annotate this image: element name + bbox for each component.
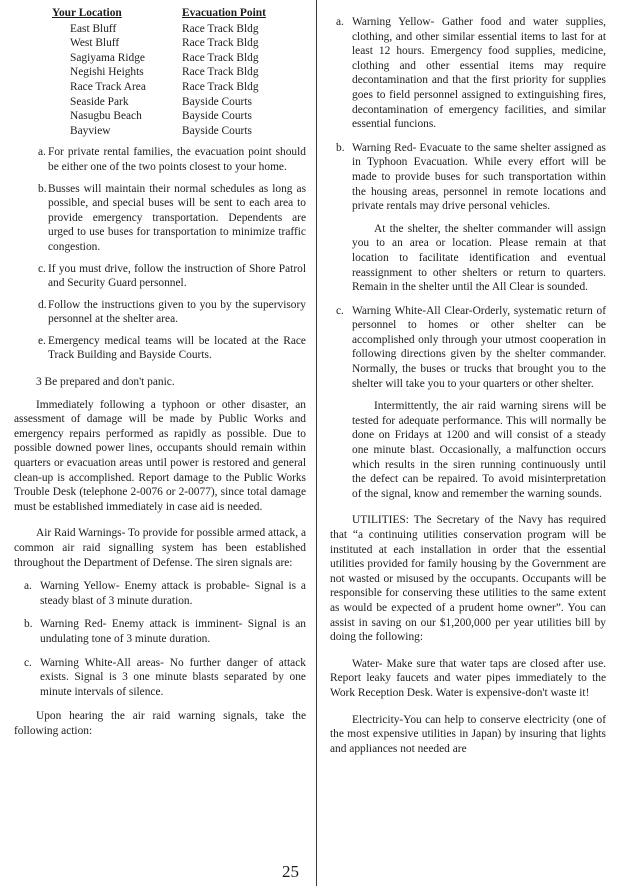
point-3: 3 Be prepared and don't panic.: [36, 376, 175, 389]
list-item: [14, 334, 306, 363]
table-row: [52, 36, 302, 51]
table-row: [52, 22, 302, 37]
evacuation-table-body: [52, 22, 302, 139]
upon-hearing-paragraph: Upon hearing the air raid warning signals, take the following action:: [14, 710, 306, 737]
page-number: 25: [282, 862, 299, 881]
list-item: [330, 141, 606, 214]
list-marker: c.: [336, 304, 344, 317]
siren-signal-list: [14, 579, 306, 699]
list-text: Warning White-All Clear-Orderly, systematic return of personnel to homes or other shelter can be accomplished only through your utmost cooperation in following directions given by the shelter commander. Normally, the buses or trucks that brought you to the shelter will take you to your quarters or other shelter.: [352, 304, 606, 390]
utilities-paragraph: UTILITIES: The Secretary of the Navy has required that “a continuing utilities conservation program will be instituted at each installation in order that the essential utilities provided for family housing by the Government are not wasted or misused by the occupants. Occupants will be responsible for conserving these utilities to the same extent as would be expected of a prudent home owner”. You can assist in saving on our $1,200,000 per year utilities bill by doing the following:: [330, 514, 606, 644]
damage-paragraph: Immediately following a typhoon or other disaster, an assessment of damage will be made by Public Works and emergency repairs performed as rapidly as possible. Due to possible downed power lines, occupants should remain within quarters or evacuation areas until power is restored and general clean-up is accomplished. Report damage to the Public Works Trouble Desk (telephone 2-0076 or 2-0077), since total damage must be established immediately in case aid is needed.: [14, 398, 306, 513]
list-text: Busses will maintain their normal schedules as long as possible, and special buses will be sent to each area to provide emergency transportation. Dependents are urged to use buses for transportation to minimize traffic congestion.: [48, 182, 306, 253]
evacuation-point-cell: Race Track Bldg: [182, 80, 259, 93]
header-evacuation-point: Evacuation Point: [182, 7, 266, 19]
list-marker: b.: [24, 618, 33, 631]
evacuation-point-cell: Race Track Bldg: [182, 51, 259, 64]
electricity-paragraph: Electricity-You can help to conserve electricity (one of the most expensive utilities in Japan) by insuring that lights and appliances not needed are: [330, 713, 606, 755]
evacuation-instructions-list: [14, 145, 306, 363]
list-marker: b.: [336, 141, 345, 154]
list-marker: d.: [38, 298, 47, 311]
location-cell: Negishi Heights: [70, 66, 144, 79]
list-marker: e.: [38, 334, 46, 347]
list-marker: a.: [336, 16, 344, 28]
table-row: [52, 95, 302, 110]
list-item: [14, 656, 306, 700]
right-column: [330, 6, 606, 756]
warning-action-list: [330, 15, 606, 214]
header-your-location: Your Location: [52, 7, 122, 19]
list-item: [14, 579, 306, 608]
list-text: Follow the instructions given to you by the supervisory personnel at the shelter area.: [48, 298, 306, 326]
list-text: Warning Yellow- Gather food and water supplies, clothing, and other similar essential items to last for at least 12 hours. Emergency food supplies, medicine, clothing and other essential items may require decontamination and that the first priority for supplies goes to field personnel assigned to extinguishing fires, decontamination of emergency facilities, and similar essential funcions.: [352, 16, 606, 131]
list-text: Warning Red- Evacuate to the same shelter assigned as in Typhoon Evacuation. While every effort will be made to provide buses for such transportation within the housing areas, personnel in remote locations and private rentals may drive personal vehicles.: [352, 141, 606, 213]
location-cell: Race Track Area: [70, 80, 146, 93]
list-marker: c.: [38, 262, 46, 275]
list-item: [14, 182, 306, 255]
evacuation-point-cell: Bayside Courts: [182, 95, 252, 108]
evacuation-point-cell: Race Track Bldg: [182, 37, 259, 50]
evacuation-point-cell: Race Track Bldg: [182, 66, 259, 79]
table-row: [52, 65, 302, 80]
list-text: Warning Red- Enemy attack is imminent- Signal is an undulating tone of 3 minute duration.: [40, 618, 306, 645]
list-text: Warning White-All areas- No further danger of attack exists. Signal is 3 one minute blasts separated by one minute intervals of silence.: [40, 656, 306, 698]
evacuation-point-cell: Bayside Courts: [182, 110, 252, 123]
location-cell: East Bluff: [70, 22, 117, 35]
water-paragraph: Water- Make sure that water taps are closed after use. Report leaky faucets and water pipes immediately to the Work Reception Desk. Water is expensive-don't waste it!: [330, 657, 606, 699]
warning-white-item: [330, 304, 606, 392]
list-text: Emergency medical teams will be located at the Race Track Building and Bayside Courts.: [48, 334, 306, 362]
column-divider: [316, 0, 317, 886]
table-row: [52, 80, 302, 95]
left-column: [14, 6, 306, 750]
list-item: [14, 617, 306, 646]
evacuation-table: [52, 6, 302, 138]
air-raid-paragraph: Air Raid Warnings- To provide for possible armed attack, a common air raid signalling system has been established throughout the Department of Defense. The siren signals are:: [14, 527, 306, 569]
list-marker: a.: [24, 580, 32, 593]
list-item: [14, 262, 306, 291]
list-text: For private rental families, the evacuation point should be either one of the two points closest to your home.: [48, 146, 306, 173]
evacuation-point-cell: Bayside Courts: [182, 124, 252, 137]
evacuation-point-cell: Race Track Bldg: [182, 22, 259, 35]
location-cell: Nasugbu Beach: [70, 110, 142, 123]
shelter-paragraph: At the shelter, the shelter commander will assign you to an area or location. Please remain at that location to facilitate identification and eventual reassignment to other shelters or return to quarters. Remain in the shelter until the All Clear is sounded.: [352, 222, 606, 294]
list-item: [14, 145, 306, 174]
sirens-test-paragraph: Intermittently, the air raid warning sirens will be tested for adequate performance. This will normally be done on Fridays at 1200 and will consist of a steady one minute blast. Occasionally, a malfunction occurs which results in the siren running continuously until the defect can be repaired. To avoid misinterpretation of the signal, know and remember the warning sounds.: [352, 400, 606, 500]
list-marker: a.: [38, 146, 46, 159]
table-row: [52, 124, 302, 139]
list-text: Warning Yellow- Enemy attack is probable- Signal is a steady blast of 3 minute duration.: [40, 580, 306, 607]
list-item: [14, 298, 306, 327]
list-marker: c.: [24, 656, 32, 669]
list-text: If you must drive, follow the instruction of Shore Patrol and Security Guard personnel.: [48, 262, 306, 290]
list-marker: b.: [38, 182, 47, 195]
table-row: [52, 51, 302, 66]
location-cell: Bayview: [70, 124, 111, 137]
list-item: [330, 15, 606, 132]
location-cell: Seaside Park: [70, 95, 129, 108]
table-header-row: [52, 6, 302, 22]
location-cell: West Bluff: [70, 37, 120, 50]
table-row: [52, 109, 302, 124]
location-cell: Sagiyama Ridge: [70, 51, 145, 64]
